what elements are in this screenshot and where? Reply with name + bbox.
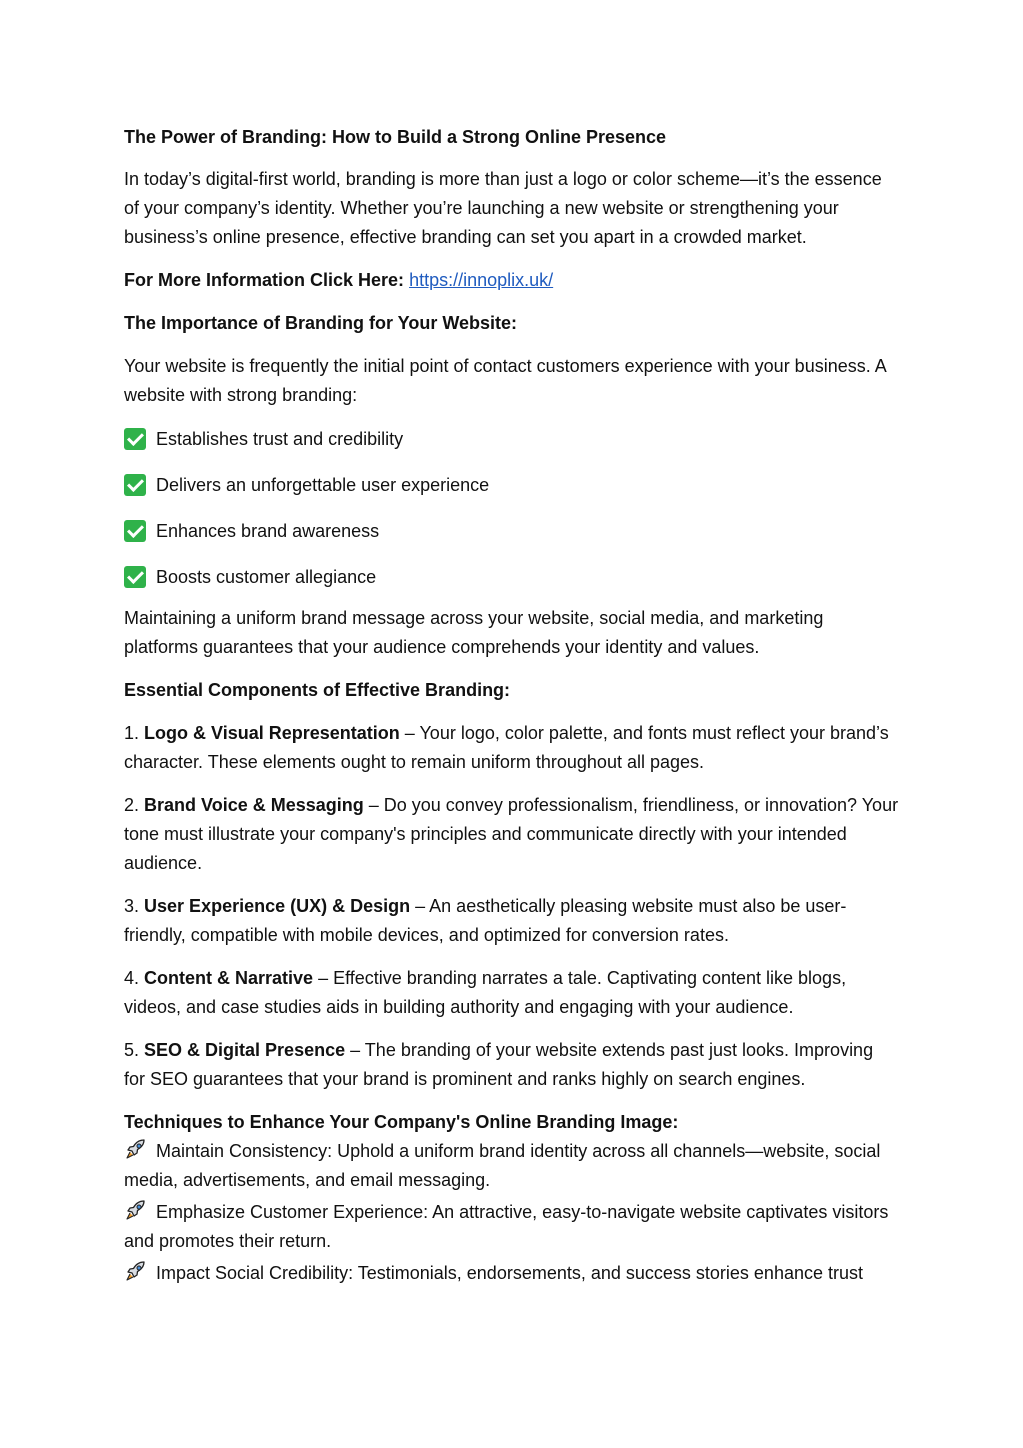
component-item bbox=[124, 892, 899, 950]
component-text: – Your logo, color palette, and fonts must reflect your brand’s character. These elements ought to remain uniform throughout all pages. bbox=[124, 723, 889, 772]
benefit-text: Establishes trust and credibility bbox=[156, 428, 404, 449]
component-item bbox=[124, 964, 899, 1022]
check-mark-icon bbox=[124, 520, 146, 542]
component-item bbox=[124, 719, 899, 777]
technique-text: Impact Social Credibility: Testimonials, endorsements, and success stories enhance trust bbox=[156, 1263, 863, 1283]
importance-paragraph: Your website is frequently the initial point of contact customers experience with your business. A website with strong branding: bbox=[124, 356, 886, 405]
technique-text: Maintain Consistency: Uphold a uniform brand identity across all channels—website, social media, advertisements, and email messaging. bbox=[124, 1141, 881, 1190]
component-text: – The branding of your website extends past just looks. Improving for SEO guarantees that your brand is prominent and ranks highly on search engines. bbox=[124, 1040, 874, 1089]
component-term: Logo & Visual Representation bbox=[144, 723, 400, 743]
technique-item bbox=[124, 1137, 899, 1195]
component-item bbox=[124, 1036, 899, 1094]
technique-text: Emphasize Customer Experience: An attractive, easy-to-navigate website captivates visitors and promotes their return. bbox=[124, 1202, 889, 1251]
technique-item bbox=[124, 1198, 899, 1256]
more-info-line bbox=[124, 266, 899, 295]
component-number: 3. bbox=[124, 896, 140, 916]
benefit-text: Boosts customer allegiance bbox=[156, 566, 377, 587]
component-term: User Experience (UX) & Design bbox=[144, 896, 411, 916]
component-text: – Do you convey professionalism, friendliness, or innovation? Your tone must illustrate your company's principles and communicate directly with your intended audience. bbox=[124, 795, 899, 873]
components-heading: Essential Components of Effective Branding: bbox=[124, 680, 511, 700]
component-number: 5. bbox=[124, 1040, 140, 1060]
technique-item bbox=[124, 1259, 899, 1288]
document-title: The Power of Branding: How to Build a Strong Online Presence bbox=[124, 127, 667, 147]
benefit-text: Delivers an unforgettable user experience bbox=[156, 474, 490, 495]
intro-paragraph: In today’s digital-first world, branding is more than just a logo or color scheme—it’s the essence of your company’s identity. Whether you’re launching a new website or strengthening your business’s online presence, effective branding can set you apart in a crowded market. bbox=[124, 169, 882, 247]
consistency-paragraph: Maintaining a uniform brand message across your website, social media, and marketing platforms guarantees that your audience comprehends your identity and values. bbox=[124, 608, 824, 657]
component-text: – Effective branding narrates a tale. Captivating content like blogs, videos, and case studies aids in building authority and engaging with your audience. bbox=[124, 968, 847, 1017]
more-info-label: For More Information Click Here: bbox=[124, 270, 405, 290]
techniques-heading: Techniques to Enhance Your Company's Online Branding Image: bbox=[124, 1112, 679, 1132]
component-term: Brand Voice & Messaging bbox=[144, 795, 364, 815]
component-term: SEO & Digital Presence bbox=[144, 1040, 346, 1060]
component-term: Content & Narrative bbox=[144, 968, 314, 988]
component-number: 1. bbox=[124, 723, 140, 743]
rocket-icon bbox=[124, 1198, 148, 1222]
document-page bbox=[124, 123, 899, 1291]
component-number: 4. bbox=[124, 968, 140, 988]
benefit-item bbox=[124, 424, 899, 454]
rocket-icon bbox=[124, 1137, 148, 1161]
component-text: – An aesthetically pleasing website must also be user-friendly, compatible with mobile devices, and optimized for conversion rates. bbox=[124, 896, 847, 945]
component-item bbox=[124, 791, 899, 878]
benefit-text: Enhances brand awareness bbox=[156, 520, 380, 541]
importance-heading: The Importance of Branding for Your Website: bbox=[124, 313, 518, 333]
check-mark-icon bbox=[124, 428, 146, 450]
component-number: 2. bbox=[124, 795, 140, 815]
rocket-icon bbox=[124, 1259, 148, 1283]
check-mark-icon bbox=[124, 566, 146, 588]
more-info-link[interactable]: https://innoplix.uk/ bbox=[409, 270, 554, 290]
benefit-item bbox=[124, 470, 899, 500]
check-mark-icon bbox=[124, 474, 146, 496]
benefit-item bbox=[124, 562, 899, 592]
benefit-item bbox=[124, 516, 899, 546]
